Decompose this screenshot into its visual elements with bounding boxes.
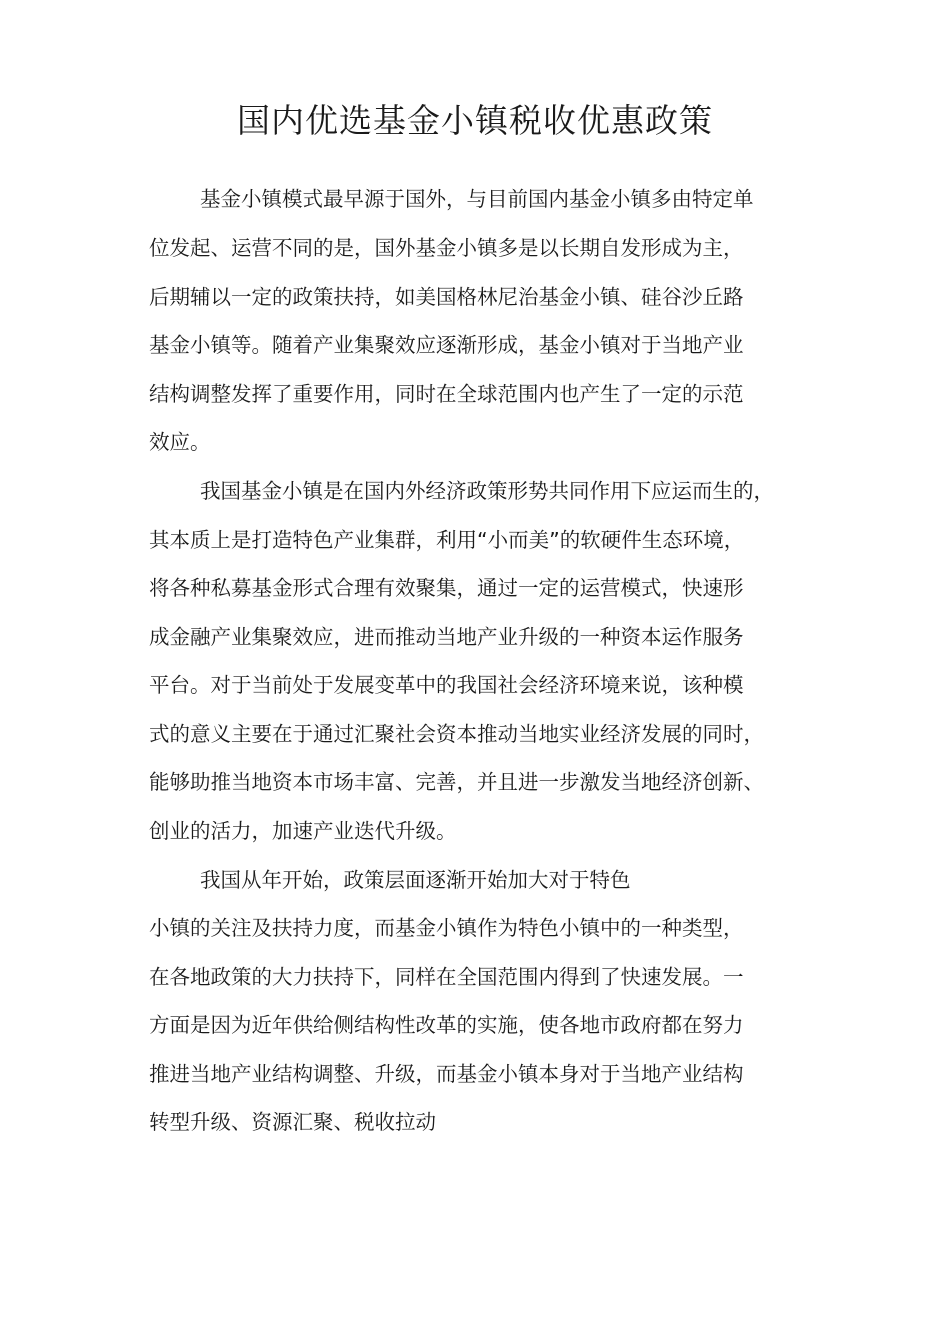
document-title: 国内优选基金小镇税收优惠政策 bbox=[237, 101, 713, 140]
paragraph-3-line-3: 在各地政策的大力扶持下，同样在全国范围内得到了快速发展。一 bbox=[149, 965, 744, 989]
paragraph-3-line-5: 推进当地产业结构调整、升级，而基金小镇本身对于当地产业结构 bbox=[149, 1062, 744, 1086]
paragraph-3-line-1: 我国从年开始，政策层面逐渐开始加大对于特色 bbox=[200, 868, 631, 892]
paragraph-1-line-5: 结构调整发挥了重要作用，同时在全球范围内也产生了一定的示范 bbox=[149, 382, 744, 406]
paragraph-1-line-4: 基金小镇等。随着产业集聚效应逐渐形成，基金小镇对于当地产业 bbox=[149, 333, 744, 357]
paragraph-2-line-5: 平台。对于当前处于发展变革中的我国社会经济环境来说，该种模 bbox=[149, 673, 744, 697]
paragraph-2-line-6: 式的意义主要在于通过汇聚社会资本推动当地实业经济发展的同时， bbox=[149, 722, 764, 746]
paragraph-2-line-2: 其本质上是打造特色产业集群，利用“小而美”的软硬件生态环境， bbox=[149, 528, 745, 552]
paragraph-1-line-6: 效应。 bbox=[149, 430, 211, 454]
paragraph-1-line-3: 后期辅以一定的政策扶持，如美国格林尼治基金小镇、硅谷沙丘路 bbox=[149, 285, 744, 309]
paragraph-2-line-7: 能够助推当地资本市场丰富、完善，并且进一步激发当地经济创新、 bbox=[149, 770, 764, 794]
paragraph-2-line-1: 我国基金小镇是在国内外经济政策形势共同作用下应运而生的， bbox=[200, 479, 774, 503]
paragraph-3-line-6: 转型升级、资源汇聚、税收拉动 bbox=[149, 1110, 436, 1134]
paragraph-1-line-1: 基金小镇模式最早源于国外，与目前国内基金小镇多由特定单 bbox=[200, 187, 754, 211]
paragraph-2-line-3: 将各种私募基金形式合理有效聚集，通过一定的运营模式，快速形 bbox=[149, 576, 744, 600]
paragraph-2-line-4: 成金融产业集聚效应，进而推动当地产业升级的一种资本运作服务 bbox=[149, 625, 744, 649]
paragraph-3-line-4: 方面是因为近年供给侧结构性改革的实施，使各地市政府都在努力 bbox=[149, 1013, 744, 1037]
paragraph-1-line-2: 位发起、运营不同的是，国外基金小镇多是以长期自发形成为主， bbox=[149, 236, 744, 260]
paragraph-3-line-2: 小镇的关注及扶持力度，而基金小镇作为特色小镇中的一种类型， bbox=[149, 916, 744, 940]
paragraph-2-line-8: 创业的活力，加速产业迭代升级。 bbox=[149, 819, 457, 843]
